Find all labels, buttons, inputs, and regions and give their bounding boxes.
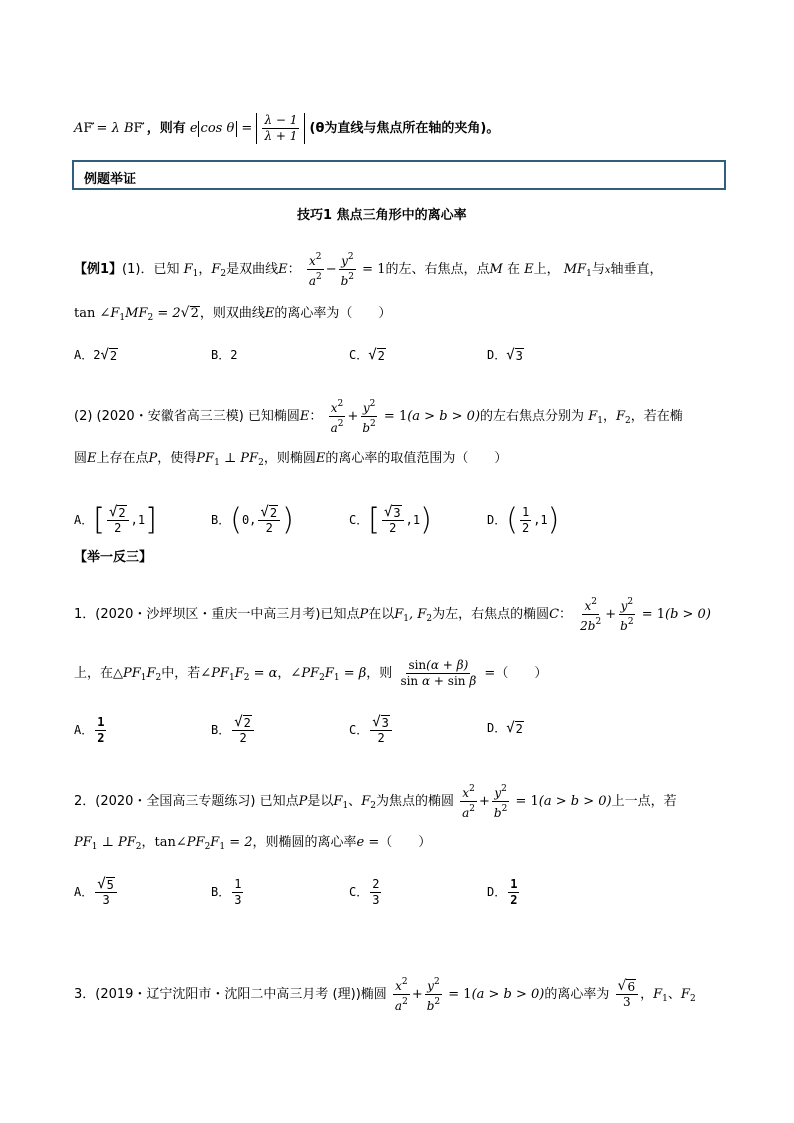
ex1-tag: 【例1】 — [74, 262, 123, 277]
hyperbola-x-term: $\frac{x^2}{a^2}$ — [308, 252, 322, 288]
q1-option-d[interactable]: D． √ 2 — [487, 720, 523, 736]
ex1-p1-line2: $\tan \angle F_1MF_2 = 2$ √ 2 ，则双曲线E的离心率为（ ） — [74, 305, 392, 323]
ex1-p1-line2-tail: 的离心率为（ ） — [274, 306, 392, 321]
ex1-p1-perp: 与 — [591, 262, 605, 277]
lambda-fraction: $\frac{\lambda - 1}{\lambda + 1}$ — [256, 113, 305, 144]
intro-text-2: (θ为直线与焦点所在轴的夹角)。 — [309, 121, 500, 136]
ex1-p1-option-a[interactable]: A．2 √ 2 — [74, 347, 118, 363]
ex1-p1-option-c[interactable]: C． √ 2 — [349, 347, 385, 363]
hyperbola-y-term: $\frac{y^2}{b^2}$ — [340, 252, 355, 288]
ex1-p2-option-b[interactable]: B．(0, √ 2 2 ) — [211, 502, 294, 538]
q2-option-c[interactable]: C． $\frac{2}{3}$ — [349, 877, 380, 907]
vector-relation: AF⃗ = λ BF — [74, 121, 143, 136]
ex1-p1-on: 在 — [506, 262, 520, 277]
q2-option-b[interactable]: B． $\frac{1}{3}$ — [211, 877, 242, 907]
ex1-p1-line1: 【例1】(1)．已知 $F_1$，$F_2$是双曲线E： $\frac{x^2}{a^2}$ − $\frac{y^2}{b^2}$ = 1的左、右焦点，点M 在 E上， $MF_1$与x轴垂直， — [74, 252, 663, 288]
q1-option-a[interactable]: A． $\frac{1}{2}$ — [74, 715, 105, 745]
intro-text-1: ，则有 — [146, 121, 186, 136]
section-header-box — [72, 160, 726, 190]
ex1-p1-end: 上， — [533, 262, 560, 277]
practice-title: 【举一反三】 — [74, 550, 153, 565]
q1-line2: 上，在$\triangle PF_1F_2$中，若$\angle PF_1F_2 = \alpha$，$\angle PF_2F_1 = \beta$，则 $\frac{\sin(\alpha + \beta)}{\text{sin α + sin β}}$ =（ ） — [74, 658, 548, 688]
section-title: 例题举证 — [84, 172, 137, 187]
ex1-p2-line2: 圆E上存在点P，使得$PF_1$ ⊥ $PF_2$，则椭圆E的离心率的取值范围为（ ） — [74, 451, 508, 468]
ex1-p2-tail: ，若在椭 — [630, 409, 683, 424]
q1-line1: 1．(2020・沙坪坝区・重庆一中高三月考)已知点P在以$F_1$, $F_2$为左，右焦点的椭圆C： $\frac{x^2}{2b^2}$ + $\frac{y^2}{b^2}$ = 1(b > 0) — [74, 597, 711, 633]
ex1-p1-axis: 轴垂直， — [610, 262, 663, 277]
ex1-p1-after: 的左、右焦点，点 — [385, 262, 490, 277]
ex1-p2-after: 的左右焦点分别为 — [480, 409, 585, 424]
ex1-p1-mid: 是双曲线 — [226, 262, 279, 277]
e-cos-theta: e cos θ = — [189, 121, 257, 136]
ex1-p1-start: (1)．已知 — [122, 262, 180, 277]
q3-line1: 3．(2019・辽宁沈阳市・沈阳二中高三月考 (理))椭圆 $\frac{x^2}{a^2}$ + $\frac{y^2}{b^2}$ = 1(a > b > 0)的离心率为 √ 6 3 ，$F_1$、$F_2$ — [74, 977, 696, 1013]
q2-option-a[interactable]: A． √ 5 3 — [74, 877, 119, 908]
ex1-p2-option-a[interactable]: A．[ √ 2 2 ,1] — [74, 502, 157, 538]
q2-line1: 2．(2020・全国高三专题练习) 已知点P是以$F_1$、$F_2$为焦点的椭圆 $\frac{x^2}{a^2}$ + $\frac{y^2}{b^2}$ = 1(a > b > 0)上一点，若 — [74, 784, 677, 820]
q2-line2: $PF_1$ ⊥ $PF_2$，$\tan\angle PF_2F_1 = 2$，则椭圆的离心率e =（ ） — [74, 835, 432, 852]
ex1-p1-option-b[interactable]: B．2 — [211, 348, 238, 362]
ex1-p1-line2-end: ，则双曲线 — [199, 306, 265, 321]
ex1-p2-option-d[interactable]: D．( $\frac{1}{2}$ ,1) — [487, 502, 560, 538]
q2-option-d[interactable]: D． $\frac{1}{2}$ — [487, 877, 518, 907]
q1-option-c[interactable]: C． √ 3 2 — [349, 715, 394, 746]
skill-title: 技巧1 焦点三角形中的离心率 — [297, 208, 467, 223]
ex1-p2-start: (2) (2020・安徽省高三三模) 已知椭圆 — [74, 409, 300, 424]
ex1-p1-option-d[interactable]: D． √ 3 — [487, 347, 523, 363]
q1-option-b[interactable]: B． √ 2 2 — [211, 715, 256, 746]
ex1-p2-option-c[interactable]: C．[ √ 3 2 ,1) — [349, 502, 432, 538]
intro-line — [74, 113, 499, 144]
ex1-p2-line1: (2) (2020・安徽省高三三模) 已知椭圆E： $\frac{x^2}{a^2}$ + $\frac{y^2}{b^2}$ = 1(a > b > 0)的左右焦点分别为 $F_1$，$F_2$，若在椭 — [74, 399, 683, 435]
